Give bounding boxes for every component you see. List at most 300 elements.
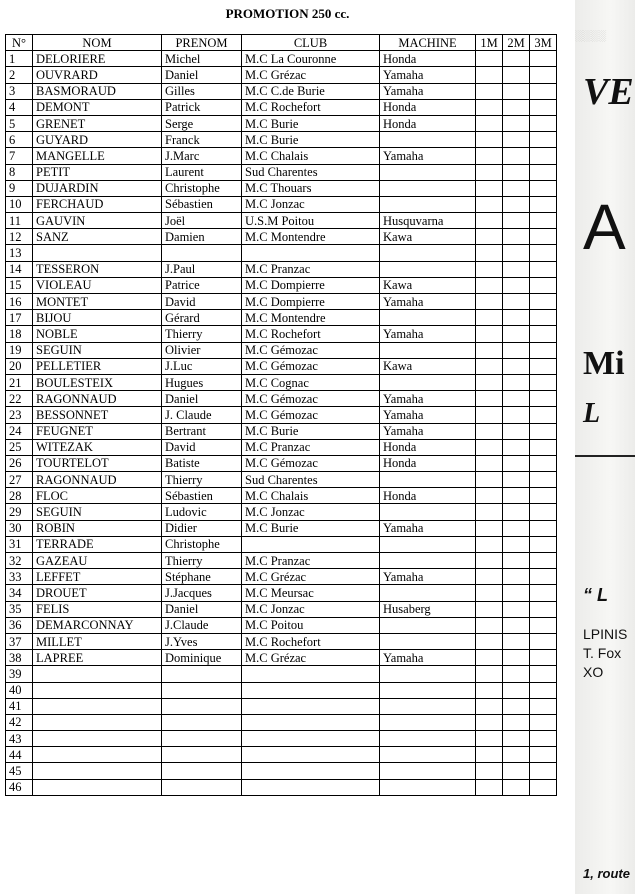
- cell-prenom: Daniel: [162, 391, 242, 407]
- poster-divider: [575, 455, 635, 457]
- cell-prenom: Michel: [162, 51, 242, 67]
- table-row: [6, 633, 557, 649]
- cell-3m: [530, 439, 557, 455]
- cell-number: 3: [6, 83, 33, 99]
- cell-3m: [530, 196, 557, 212]
- cell-nom: [33, 763, 162, 779]
- table-row: [6, 99, 557, 115]
- cell-1m: [476, 310, 503, 326]
- cell-2m: [503, 779, 530, 795]
- cell-club: [242, 779, 380, 795]
- cell-2m: [503, 67, 530, 83]
- table-row: [6, 763, 557, 779]
- cell-prenom: Stéphane: [162, 569, 242, 585]
- cell-nom: GRENET: [33, 115, 162, 131]
- cell-prenom: Ludovic: [162, 504, 242, 520]
- cell-nom: TERRADE: [33, 536, 162, 552]
- cell-nom: LAPREE: [33, 650, 162, 666]
- cell-2m: [503, 423, 530, 439]
- cell-2m: [503, 455, 530, 471]
- cell-2m: [503, 261, 530, 277]
- cell-number: 4: [6, 99, 33, 115]
- cell-2m: [503, 553, 530, 569]
- cell-machine: [380, 731, 476, 747]
- cell-3m: [530, 99, 557, 115]
- cell-3m: [530, 601, 557, 617]
- cell-nom: PETIT: [33, 164, 162, 180]
- table-row: [6, 358, 557, 374]
- table-row: [6, 601, 557, 617]
- cell-club: M.C La Couronne: [242, 51, 380, 67]
- cell-2m: [503, 472, 530, 488]
- cell-prenom: [162, 245, 242, 261]
- cell-2m: [503, 585, 530, 601]
- cell-club: M.C Jonzac: [242, 196, 380, 212]
- cell-3m: [530, 277, 557, 293]
- table-row: [6, 374, 557, 390]
- cell-number: 26: [6, 455, 33, 471]
- cell-prenom: [162, 779, 242, 795]
- cell-number: 38: [6, 650, 33, 666]
- cell-club: M.C Grézac: [242, 650, 380, 666]
- cell-nom: GAUVIN: [33, 213, 162, 229]
- cell-number: 13: [6, 245, 33, 261]
- cell-machine: Yamaha: [380, 407, 476, 423]
- cell-nom: DEMARCONNAY: [33, 617, 162, 633]
- cell-2m: [503, 569, 530, 585]
- table-row: [6, 650, 557, 666]
- cell-number: 35: [6, 601, 33, 617]
- cell-3m: [530, 391, 557, 407]
- cell-machine: [380, 536, 476, 552]
- table-row: [6, 148, 557, 164]
- col-header-nom: NOM: [33, 35, 162, 51]
- cell-machine: [380, 374, 476, 390]
- poster-text-fragment: Mi: [583, 345, 625, 382]
- cell-machine: [380, 472, 476, 488]
- cell-2m: [503, 391, 530, 407]
- cell-2m: [503, 520, 530, 536]
- cell-club: M.C Poitou: [242, 617, 380, 633]
- cell-1m: [476, 164, 503, 180]
- cell-1m: [476, 115, 503, 131]
- cell-2m: [503, 180, 530, 196]
- cell-number: 14: [6, 261, 33, 277]
- cell-machine: [380, 245, 476, 261]
- cell-machine: Honda: [380, 99, 476, 115]
- cell-1m: [476, 601, 503, 617]
- cell-1m: [476, 83, 503, 99]
- cell-nom: TESSERON: [33, 261, 162, 277]
- table-row: [6, 617, 557, 633]
- cell-1m: [476, 213, 503, 229]
- cell-prenom: J.Paul: [162, 261, 242, 277]
- cell-3m: [530, 682, 557, 698]
- cell-machine: [380, 747, 476, 763]
- cell-machine: Yamaha: [380, 326, 476, 342]
- cell-number: 21: [6, 374, 33, 390]
- cell-club: M.C Pranzac: [242, 439, 380, 455]
- table-row: [6, 51, 557, 67]
- cell-3m: [530, 553, 557, 569]
- cell-3m: [530, 617, 557, 633]
- cell-machine: [380, 342, 476, 358]
- cell-machine: Yamaha: [380, 294, 476, 310]
- cell-nom: ROBIN: [33, 520, 162, 536]
- cell-number: 17: [6, 310, 33, 326]
- table-row: [6, 747, 557, 763]
- table-row: [6, 407, 557, 423]
- cell-machine: [380, 132, 476, 148]
- cell-3m: [530, 132, 557, 148]
- cell-machine: [380, 504, 476, 520]
- cell-1m: [476, 698, 503, 714]
- cell-1m: [476, 245, 503, 261]
- cell-nom: LEFFET: [33, 569, 162, 585]
- cell-club: [242, 731, 380, 747]
- cell-number: 30: [6, 520, 33, 536]
- cell-club: M.C Gémozac: [242, 407, 380, 423]
- cell-prenom: Daniel: [162, 67, 242, 83]
- cell-prenom: Laurent: [162, 164, 242, 180]
- cell-club: M.C Cognac: [242, 374, 380, 390]
- table-row: [6, 229, 557, 245]
- cell-1m: [476, 374, 503, 390]
- table-row: [6, 666, 557, 682]
- cell-2m: [503, 148, 530, 164]
- cell-prenom: Damien: [162, 229, 242, 245]
- cell-2m: [503, 310, 530, 326]
- cell-prenom: [162, 731, 242, 747]
- cell-nom: MANGELLE: [33, 148, 162, 164]
- cell-1m: [476, 682, 503, 698]
- cell-nom: [33, 698, 162, 714]
- cell-3m: [530, 326, 557, 342]
- cell-2m: [503, 714, 530, 730]
- cell-number: 23: [6, 407, 33, 423]
- cell-machine: Yamaha: [380, 569, 476, 585]
- cell-nom: BASMORAUD: [33, 83, 162, 99]
- cell-number: 5: [6, 115, 33, 131]
- cell-nom: VIOLEAU: [33, 277, 162, 293]
- table-row: [6, 569, 557, 585]
- cell-machine: [380, 698, 476, 714]
- cell-machine: [380, 633, 476, 649]
- table-row: [6, 553, 557, 569]
- table-row: [6, 310, 557, 326]
- cell-machine: Yamaha: [380, 520, 476, 536]
- table-row: [6, 294, 557, 310]
- cell-prenom: David: [162, 294, 242, 310]
- cell-nom: [33, 714, 162, 730]
- cell-2m: [503, 342, 530, 358]
- cell-1m: [476, 747, 503, 763]
- cell-2m: [503, 633, 530, 649]
- cell-prenom: Patrick: [162, 99, 242, 115]
- cell-machine: [380, 666, 476, 682]
- cell-nom: RAGONNAUD: [33, 472, 162, 488]
- cell-club: [242, 245, 380, 261]
- cell-machine: [380, 617, 476, 633]
- cell-nom: NOBLE: [33, 326, 162, 342]
- col-header-1m: 1M: [476, 35, 503, 51]
- cell-club: [242, 763, 380, 779]
- table-row: [6, 196, 557, 212]
- cell-club: M.C Dompierre: [242, 277, 380, 293]
- cell-prenom: Franck: [162, 132, 242, 148]
- cell-prenom: Bertrant: [162, 423, 242, 439]
- cell-prenom: Olivier: [162, 342, 242, 358]
- cell-1m: [476, 472, 503, 488]
- cell-2m: [503, 294, 530, 310]
- cell-3m: [530, 294, 557, 310]
- table-row: [6, 423, 557, 439]
- cell-number: 20: [6, 358, 33, 374]
- cell-nom: TOURTELOT: [33, 455, 162, 471]
- cell-number: 44: [6, 747, 33, 763]
- cell-1m: [476, 132, 503, 148]
- cell-prenom: J. Claude: [162, 407, 242, 423]
- cell-number: 6: [6, 132, 33, 148]
- cell-club: M.C Dompierre: [242, 294, 380, 310]
- cell-3m: [530, 67, 557, 83]
- cell-prenom: J.Marc: [162, 148, 242, 164]
- cell-3m: [530, 310, 557, 326]
- cell-number: 10: [6, 196, 33, 212]
- cell-nom: MILLET: [33, 633, 162, 649]
- table-row: [6, 455, 557, 471]
- cell-3m: [530, 455, 557, 471]
- cell-nom: SEGUIN: [33, 342, 162, 358]
- cell-3m: [530, 714, 557, 730]
- cell-2m: [503, 439, 530, 455]
- cell-club: M.C Burie: [242, 520, 380, 536]
- cell-1m: [476, 326, 503, 342]
- cell-club: M.C Pranzac: [242, 261, 380, 277]
- cell-club: Sud Charentes: [242, 472, 380, 488]
- cell-1m: [476, 455, 503, 471]
- cell-3m: [530, 148, 557, 164]
- table-row: [6, 83, 557, 99]
- cell-club: [242, 682, 380, 698]
- cell-3m: [530, 666, 557, 682]
- cell-2m: [503, 374, 530, 390]
- cell-3m: [530, 633, 557, 649]
- cell-1m: [476, 650, 503, 666]
- col-header-number: N°: [6, 35, 33, 51]
- page-title: PROMOTION 250 cc.: [225, 6, 350, 21]
- cell-club: M.C Grézac: [242, 67, 380, 83]
- cell-prenom: Gérard: [162, 310, 242, 326]
- table-row: [6, 439, 557, 455]
- cell-number: 7: [6, 148, 33, 164]
- cell-3m: [530, 747, 557, 763]
- cell-prenom: J.Claude: [162, 617, 242, 633]
- cell-2m: [503, 99, 530, 115]
- cell-machine: [380, 714, 476, 730]
- cell-1m: [476, 391, 503, 407]
- cell-prenom: [162, 666, 242, 682]
- cell-prenom: J.Yves: [162, 633, 242, 649]
- cell-machine: Yamaha: [380, 83, 476, 99]
- cell-number: 39: [6, 666, 33, 682]
- cell-club: M.C Gémozac: [242, 455, 380, 471]
- cell-number: 46: [6, 779, 33, 795]
- table-row: [6, 488, 557, 504]
- cell-machine: [380, 261, 476, 277]
- cell-1m: [476, 666, 503, 682]
- table-row: [6, 536, 557, 552]
- cell-prenom: Sébastien: [162, 488, 242, 504]
- cell-2m: [503, 326, 530, 342]
- cell-1m: [476, 407, 503, 423]
- cell-number: 27: [6, 472, 33, 488]
- cell-club: M.C Jonzac: [242, 601, 380, 617]
- cell-number: 22: [6, 391, 33, 407]
- cell-3m: [530, 779, 557, 795]
- cell-3m: [530, 488, 557, 504]
- cell-nom: [33, 666, 162, 682]
- cell-prenom: Hugues: [162, 374, 242, 390]
- table-row: [6, 326, 557, 342]
- cell-2m: [503, 504, 530, 520]
- cell-number: 9: [6, 180, 33, 196]
- poster-text-fragment: LPINIS: [583, 626, 628, 642]
- cell-machine: Honda: [380, 488, 476, 504]
- cell-prenom: [162, 747, 242, 763]
- cell-prenom: Daniel: [162, 601, 242, 617]
- cell-2m: [503, 650, 530, 666]
- cell-number: 12: [6, 229, 33, 245]
- cell-number: 25: [6, 439, 33, 455]
- cell-number: 19: [6, 342, 33, 358]
- cell-1m: [476, 731, 503, 747]
- cell-machine: [380, 164, 476, 180]
- table-row: [6, 504, 557, 520]
- cell-machine: Yamaha: [380, 148, 476, 164]
- cell-number: 40: [6, 682, 33, 698]
- cell-2m: [503, 536, 530, 552]
- cell-nom: SANZ: [33, 229, 162, 245]
- cell-club: [242, 666, 380, 682]
- cell-nom: [33, 747, 162, 763]
- cell-1m: [476, 585, 503, 601]
- table-row: [6, 472, 557, 488]
- cell-club: M.C Meursac: [242, 585, 380, 601]
- cell-3m: [530, 213, 557, 229]
- cell-2m: [503, 51, 530, 67]
- cell-prenom: [162, 682, 242, 698]
- cell-club: [242, 714, 380, 730]
- cell-machine: Kawa: [380, 229, 476, 245]
- cell-3m: [530, 569, 557, 585]
- cell-machine: [380, 196, 476, 212]
- poster-text-fragment: A: [583, 191, 626, 263]
- cell-2m: [503, 213, 530, 229]
- cell-3m: [530, 342, 557, 358]
- cell-prenom: [162, 714, 242, 730]
- cell-club: M.C Pranzac: [242, 553, 380, 569]
- cell-3m: [530, 115, 557, 131]
- cell-2m: [503, 115, 530, 131]
- cell-2m: [503, 164, 530, 180]
- cell-3m: [530, 520, 557, 536]
- cell-prenom: Dominique: [162, 650, 242, 666]
- cell-3m: [530, 261, 557, 277]
- cell-club: [242, 747, 380, 763]
- table-row: [6, 391, 557, 407]
- cell-1m: [476, 763, 503, 779]
- cell-number: 11: [6, 213, 33, 229]
- cell-3m: [530, 536, 557, 552]
- cell-2m: [503, 747, 530, 763]
- cell-2m: [503, 358, 530, 374]
- cell-number: 45: [6, 763, 33, 779]
- cell-1m: [476, 196, 503, 212]
- table-row: [6, 520, 557, 536]
- cell-club: [242, 698, 380, 714]
- cell-1m: [476, 67, 503, 83]
- cell-1m: [476, 342, 503, 358]
- cell-prenom: [162, 763, 242, 779]
- cell-prenom: Didier: [162, 520, 242, 536]
- cell-nom: DROUET: [33, 585, 162, 601]
- cell-prenom: David: [162, 439, 242, 455]
- cell-3m: [530, 51, 557, 67]
- table-row: [6, 115, 557, 131]
- poster-text-fragment: L: [583, 398, 601, 429]
- cell-nom: BOULESTEIX: [33, 374, 162, 390]
- col-header-2m: 2M: [503, 35, 530, 51]
- cell-machine: Yamaha: [380, 391, 476, 407]
- cell-club: M.C Chalais: [242, 488, 380, 504]
- cell-number: 33: [6, 569, 33, 585]
- cell-club: M.C Jonzac: [242, 504, 380, 520]
- cell-number: 41: [6, 698, 33, 714]
- cell-nom: FELIS: [33, 601, 162, 617]
- table-row: [6, 682, 557, 698]
- cell-1m: [476, 520, 503, 536]
- cell-machine: Yamaha: [380, 67, 476, 83]
- cell-club: M.C C.de Burie: [242, 83, 380, 99]
- cell-1m: [476, 569, 503, 585]
- cell-machine: Honda: [380, 455, 476, 471]
- cell-club: U.S.M Poitou: [242, 213, 380, 229]
- cell-machine: [380, 779, 476, 795]
- cell-number: 24: [6, 423, 33, 439]
- cell-2m: [503, 698, 530, 714]
- poster-text-fragment: T. Fox: [583, 645, 622, 661]
- cell-1m: [476, 423, 503, 439]
- cell-number: 8: [6, 164, 33, 180]
- cell-nom: GUYARD: [33, 132, 162, 148]
- cell-3m: [530, 229, 557, 245]
- cell-nom: DUJARDIN: [33, 180, 162, 196]
- cell-number: 31: [6, 536, 33, 552]
- cell-3m: [530, 472, 557, 488]
- cell-nom: SEGUIN: [33, 504, 162, 520]
- cell-number: 43: [6, 731, 33, 747]
- table-row: [6, 132, 557, 148]
- cell-prenom: Thierry: [162, 553, 242, 569]
- table-row: [6, 779, 557, 795]
- cell-1m: [476, 277, 503, 293]
- cell-prenom: Serge: [162, 115, 242, 131]
- cell-prenom: Christophe: [162, 536, 242, 552]
- ghost-print: ░░░░: [575, 30, 607, 42]
- poster-text-fragment: XO: [583, 664, 604, 680]
- cell-nom: DELORIERE: [33, 51, 162, 67]
